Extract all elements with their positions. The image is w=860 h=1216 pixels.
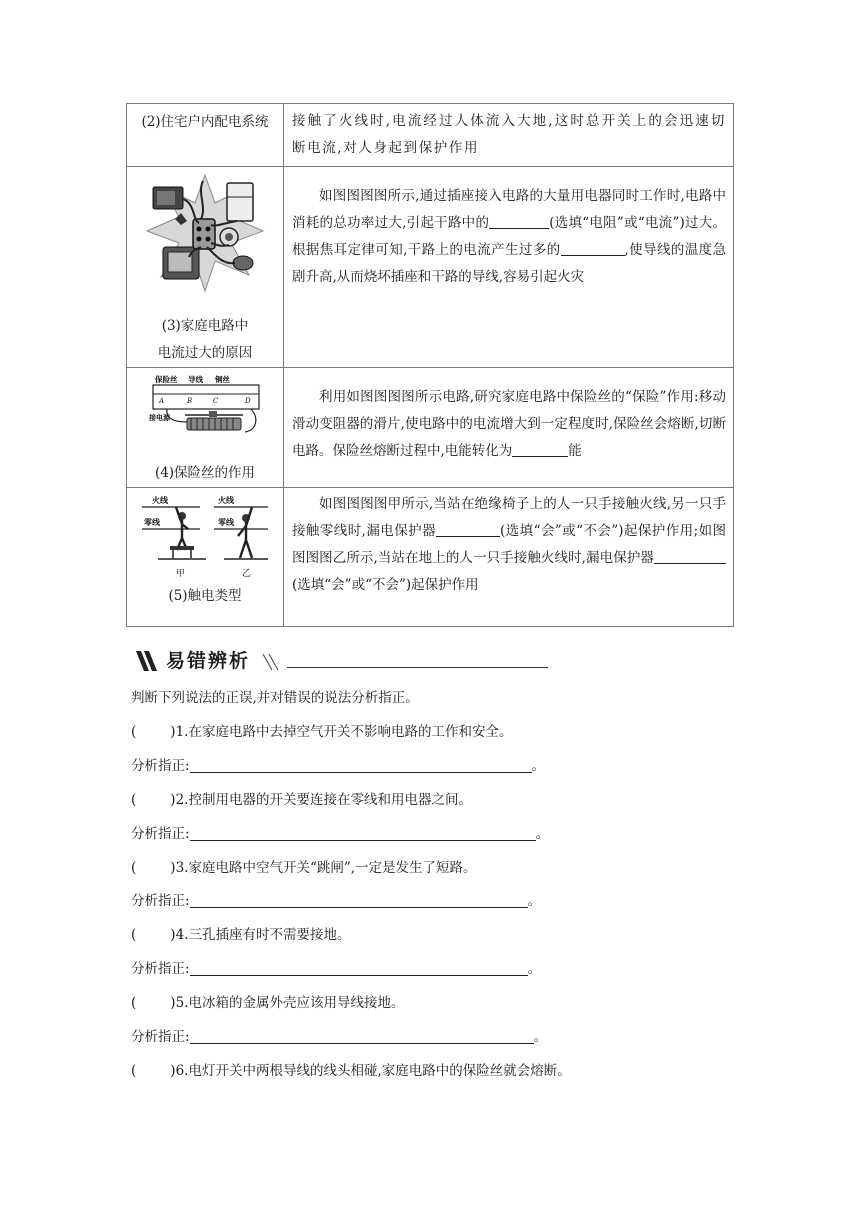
question-item	[131, 1061, 571, 1081]
question-number: 4.	[175, 927, 189, 943]
paren-open: (	[131, 995, 137, 1011]
appliances-illustration	[145, 173, 265, 293]
fig-label: 乙	[242, 569, 252, 579]
question-item	[131, 993, 404, 1013]
analysis-blank[interactable]	[190, 891, 528, 908]
row-label: (4)保险丝的作用	[154, 465, 256, 481]
text-segment: (选填“会”或“不会”)起保护作用;如图图图图乙所示,当站在地上的人一只手接触火线时,漏电保护器	[292, 523, 726, 566]
fig-label: 导线	[188, 375, 203, 384]
paren-close: )	[170, 792, 176, 808]
analysis-line	[131, 1027, 547, 1047]
question-item	[131, 790, 472, 810]
row-text	[292, 183, 726, 291]
row-label-line1: (3)家庭电路中	[161, 318, 249, 334]
table-row	[127, 104, 734, 167]
text-segment: 如图图图图甲所示,当站在绝缘椅子上的人一只手接触火线,另一只手接触零线时,漏电保护器	[292, 496, 726, 539]
analysis-blank[interactable]	[190, 1027, 534, 1044]
text-segment: 如图图图图所示,通过插座接入电路的大量用电器同时工作时,电路中消耗的总功率过大,引起干路中的	[292, 188, 726, 231]
analysis-line	[131, 824, 549, 844]
paren-open: (	[131, 792, 137, 808]
analysis-label: 分析指正:	[131, 826, 190, 842]
question-text: 家庭电路中空气开关“跳闸”,一定是发生了短路。	[188, 860, 477, 876]
knowledge-table	[126, 103, 734, 627]
thin-slash-icon	[260, 648, 282, 674]
analysis-blank[interactable]	[190, 756, 532, 773]
row-text: 接触了火线时,电流经过人体流入大地,这时总开关上的会迅速切断电流,对人身起到保护作用	[292, 113, 726, 156]
analysis-blank[interactable]	[190, 959, 528, 976]
section-underline	[287, 667, 548, 668]
fill-blank[interactable]	[561, 237, 625, 256]
double-slash-icon	[134, 648, 162, 674]
question-text: 控制用电器的开关要连接在零线和用电器之间。	[188, 792, 472, 808]
row-label: (2)住宅户内配电系统	[141, 114, 269, 130]
question-number: 3.	[175, 860, 189, 876]
analysis-label: 分析指正:	[131, 893, 190, 909]
row-label-line2: 电流过大的原因	[157, 345, 253, 361]
fig-label: 零线	[218, 517, 234, 527]
analysis-blank[interactable]	[190, 824, 536, 841]
fig-label: 保险丝	[155, 375, 178, 384]
fig-label: 火线	[152, 495, 168, 505]
question-number: 1.	[175, 724, 189, 740]
analysis-line	[131, 959, 541, 979]
text-segment: 利用如图图图图所示电路,研究家庭电路中保险丝的“保险”作用:移动滑动变阻器的滑片,使电路中的电流增大到一定程度时,保险丝会熔断,切断电路。保险丝熔断过程中,电能转化为	[292, 389, 726, 459]
paren-open: (	[131, 1063, 137, 1079]
text-segment: 能	[568, 443, 582, 459]
question-number: 6.	[175, 1063, 189, 1079]
row-text	[292, 491, 726, 599]
fig-label: C	[213, 397, 219, 405]
question-number: 2.	[175, 792, 189, 808]
period: 。	[527, 961, 542, 977]
question-item	[131, 722, 512, 742]
question-item	[131, 925, 350, 945]
fill-blank[interactable]	[489, 210, 549, 229]
fig-label: A	[159, 397, 165, 405]
fig-label: 零线	[144, 517, 160, 527]
row-label-cell	[127, 488, 284, 627]
row-label-cell	[127, 167, 284, 368]
analysis-line	[131, 891, 541, 911]
fill-blank[interactable]	[512, 438, 568, 457]
period: 。	[533, 1029, 548, 1045]
fig-label: D	[245, 397, 251, 405]
section-intro: 判断下列说法的正误,并对错误的说法分析指正。	[131, 690, 419, 706]
row-label-cell	[127, 368, 284, 488]
fill-blank[interactable]	[436, 518, 500, 537]
paren-close: )	[170, 995, 176, 1011]
period: 。	[535, 826, 550, 842]
electric-shock-diagram	[140, 492, 270, 580]
analysis-label: 分析指正:	[131, 1029, 190, 1045]
period: 。	[527, 893, 542, 909]
analysis-label: 分析指正:	[131, 758, 190, 774]
row-content-cell	[284, 104, 734, 167]
text-segment: (选填“电阻”或“电流”)过大。根据焦耳定律可知,干路上的电流产生过多的	[292, 215, 726, 258]
fill-blank[interactable]	[654, 545, 726, 564]
paren-close: )	[170, 860, 176, 876]
fig-label: 甲	[176, 569, 186, 579]
row-label-cell	[127, 104, 284, 167]
section-title: 易错辨析	[166, 650, 251, 672]
fig-label: B	[187, 397, 193, 405]
paren-open: (	[131, 927, 137, 943]
text-segment: ,使导线的温度急剧升高,从而烧坏插座和干路的导线,容易引起火灾	[292, 242, 726, 285]
section-header	[134, 648, 554, 674]
analysis-label: 分析指正:	[131, 961, 190, 977]
question-item	[131, 858, 477, 878]
question-number: 5.	[175, 995, 189, 1011]
fuse-circuit-diagram	[147, 372, 263, 442]
paren-close: )	[170, 1063, 176, 1079]
table-row	[127, 167, 734, 368]
table-row	[127, 488, 734, 627]
analysis-line	[131, 756, 545, 776]
row-text	[292, 384, 726, 465]
fig-label: 火线	[218, 495, 234, 505]
fig-label: 铜丝	[215, 375, 230, 384]
row-content-cell	[284, 488, 734, 627]
row-content-cell	[284, 167, 734, 368]
question-text: 在家庭电路中去掉空气开关不影响电路的工作和安全。	[188, 724, 513, 740]
row-content-cell	[284, 368, 734, 488]
question-text: 电灯开关中两根导线的线头相碰,家庭电路中的保险丝就会熔断。	[188, 1063, 571, 1079]
paren-close: )	[170, 927, 176, 943]
table-row	[127, 368, 734, 488]
text-segment: (选填“会”或“不会”)起保护作用	[292, 577, 479, 593]
row-label: (5)触电类型	[168, 588, 242, 604]
paren-open: (	[131, 860, 137, 876]
paren-open: (	[131, 724, 137, 740]
paren-close: )	[170, 724, 176, 740]
fig-label: 接电源	[149, 413, 170, 422]
period: 。	[531, 758, 546, 774]
question-text: 电冰箱的金属外壳应该用导线接地。	[188, 995, 405, 1011]
question-text: 三孔插座有时不需要接地。	[188, 927, 351, 943]
